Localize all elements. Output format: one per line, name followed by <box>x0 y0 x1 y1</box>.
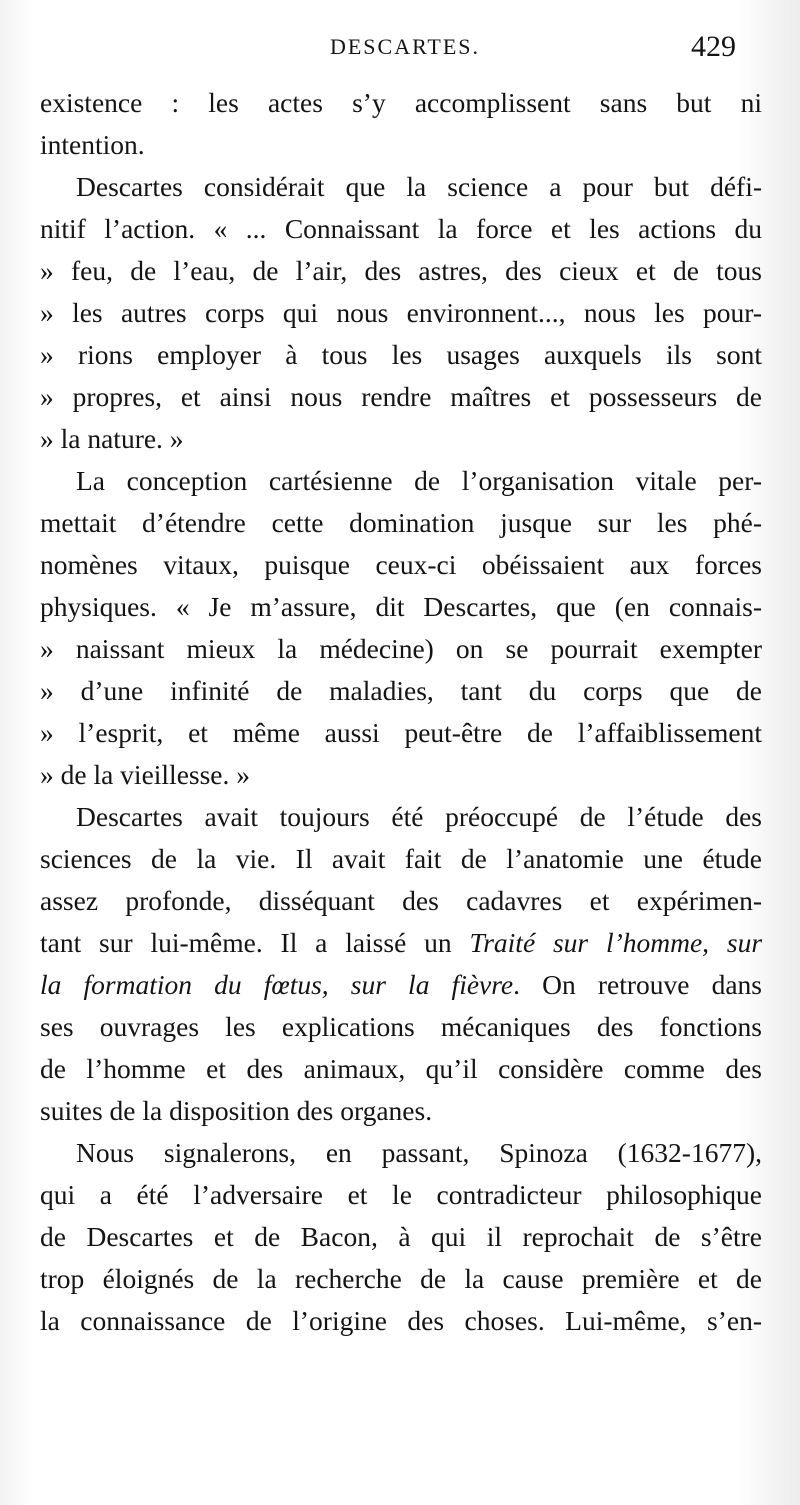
text-line: Descartes avait toujours été préoccupé de l’étude des <box>76 801 762 832</box>
italic-title: la formation du fœtus <box>40 969 322 1000</box>
text-line: Descartes considérait que la science a pour but défi- <box>76 171 762 202</box>
text-line <box>40 964 762 1006</box>
paragraph <box>40 796 762 1132</box>
text-line <box>40 922 762 964</box>
paragraph <box>40 166 762 460</box>
text-line: La conception cartésienne de l’organisation vitale per- <box>76 465 762 496</box>
text-line: » feu, de l’eau, de l’air, des astres, des cieux et de tous <box>40 255 762 286</box>
text-line: qui a été l’adversaire et le contradicteur philosophique <box>40 1179 762 1210</box>
text-line: assez profonde, disséquant des cadavres et expérimen- <box>40 885 762 916</box>
text-line: nomènes vitaux, puisque ceux-ci obéissaient aux forces <box>40 549 762 580</box>
text-line: » la nature. » <box>40 423 184 454</box>
text-line: » d’une infinité de maladies, tant du corps que de <box>40 675 762 706</box>
text-line: trop éloignés de la recherche de la cause première et de <box>40 1263 762 1294</box>
text-line: physiques. « Je m’assure, dit Descartes, que (en connais- <box>40 591 762 622</box>
text-line: ses ouvrages les explications mécaniques des fonctions <box>40 1011 762 1042</box>
paragraph <box>40 82 762 166</box>
text-run: tant sur lui-même. Il a laissé un <box>40 927 470 958</box>
italic-title: Traité sur l’homme <box>469 927 703 958</box>
text-line: de Descartes et de Bacon, à qui il reprochait de s’être <box>40 1221 762 1252</box>
paragraph <box>40 460 762 796</box>
text-line: de l’homme et des animaux, qu’il considère comme des <box>40 1053 762 1084</box>
text-line: » l’esprit, et même aussi peut-être de l’affaiblissement <box>40 717 762 748</box>
page-number: 429 <box>691 30 736 63</box>
text-line: intention. <box>40 129 145 160</box>
page-header <box>40 30 740 74</box>
text-line: nitif l’action. « ... Connaissant la force et les actions du <box>40 213 762 244</box>
text-run: . On retrouve dans <box>513 969 762 1000</box>
text-line: » naissant mieux la médecine) on se pourrait exempter <box>40 633 762 664</box>
text-line: la connaissance de l’origine des choses. Lui-même, s’en- <box>40 1305 762 1336</box>
text-line: » les autres corps qui nous environnent..., nous les pour- <box>40 297 762 328</box>
text-line: mettait d’étendre cette domination jusque sur les phé- <box>40 507 762 538</box>
text-line: suites de la disposition des organes. <box>40 1095 433 1126</box>
running-title: DESCARTES. <box>329 34 481 59</box>
text-line: » propres, et ainsi nous rendre maîtres et possesseurs de <box>40 381 762 412</box>
paragraph <box>40 1132 762 1342</box>
italic-text: , sur <box>702 927 763 958</box>
text-line: sciences de la vie. Il avait fait de l’anatomie une étude <box>40 843 762 874</box>
text-line: » de la vieillesse. » <box>40 759 251 790</box>
body-text <box>40 82 762 1342</box>
text-line: Nous signalerons, en passant, Spinoza (1632-1677), <box>76 1137 762 1168</box>
text-line: existence : les actes s’y accomplissent sans but ni <box>40 87 762 118</box>
italic-title: , sur la fièvre <box>321 969 514 1000</box>
text-line: » rions employer à tous les usages auxquels ils sont <box>40 339 762 370</box>
